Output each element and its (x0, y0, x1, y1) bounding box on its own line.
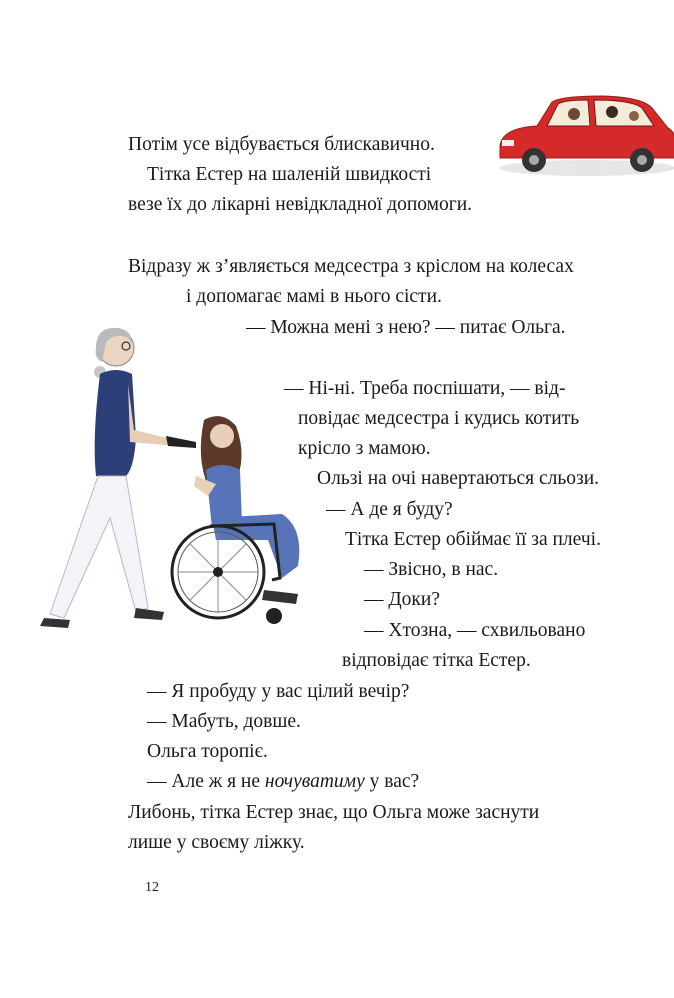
text-line: Либонь, тітка Естер знає, що Ольга може заснути (128, 802, 540, 823)
text-span: у вас? (364, 771, 420, 792)
nurse-wheelchair-illustration (36, 318, 316, 638)
text-line (147, 770, 419, 794)
text-line: Ольга торопіє. (147, 741, 268, 762)
text-line: крісло з мамою. (298, 438, 431, 459)
text-line: — Ні-ні. Треба поспішати, — від- (284, 378, 566, 399)
text-line: лише у своєму ліжку. (128, 832, 305, 853)
text-span: — Але ж я не (147, 771, 265, 792)
text-line: повідає медсестра і кудись котить (298, 408, 580, 429)
text-line: — Звісно, в нас. (364, 559, 499, 580)
text-line: Ользі на очі навертаються сльози. (317, 468, 600, 489)
page-number: 12 (145, 880, 159, 895)
text-line: Відразу ж з’являється медсестра з кріслом на колесах (128, 256, 574, 277)
car-illustration (492, 88, 674, 188)
text-line: і допомагає мамі в нього сісти. (186, 286, 442, 307)
text-line: — Доки? (364, 589, 440, 610)
text-line: — А де я буду? (326, 499, 453, 520)
text-line: — Я пробуду у вас цілий вечір? (147, 681, 410, 702)
text-line: — Хтозна, — схвильовано (364, 620, 586, 641)
text-line: Тітка Естер на шаленій швидкості (147, 164, 432, 185)
text-line: Тітка Естер обіймає її за плечі. (345, 529, 601, 550)
italic-word: ночуватиму (264, 771, 365, 792)
text-line: везе їх до лікарні невідкладної допомоги. (128, 194, 473, 215)
text-line: Потім усе відбувається блискавично. (128, 134, 435, 155)
text-line: — Можна мені з нею? — питає Ольга. (246, 317, 566, 338)
text-line: — Мабуть, довше. (147, 711, 301, 732)
text-line: відповідає тітка Естер. (342, 650, 531, 671)
